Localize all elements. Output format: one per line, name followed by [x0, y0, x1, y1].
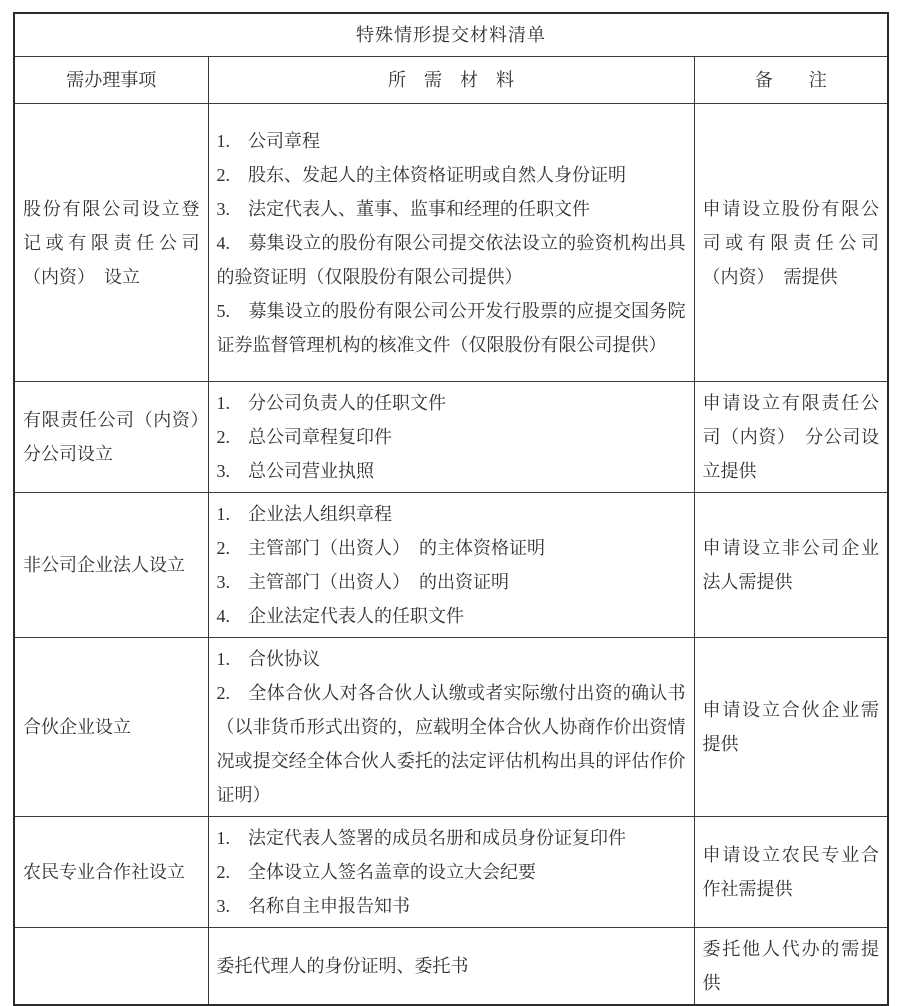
note-cell: 申请设立股份有限公司或有限责任公司（内资） 需提供: [694, 104, 888, 382]
header-materials-column: 所 需 材 料: [208, 57, 694, 104]
material-item: 2. 全体合伙人对各合伙人认缴或者实际缴付出资的确认书（以非货币形式出资的，应载明全体合伙人协商作价出资情况或提交经全体合伙人委托的法定评估机构出具的评估作价证明）: [216, 683, 686, 805]
table-row: [14, 928, 888, 1006]
item-cell: [14, 928, 208, 1006]
material-item: 1. 企业法人组织章程: [216, 504, 392, 524]
material-item: 1. 公司章程: [216, 130, 320, 151]
item-cell: 有限责任公司（内资）分公司设立: [14, 382, 208, 493]
note-cell: 委托他人代办的需提供: [694, 928, 888, 1006]
material-item: 2. 全体设立人签名盖章的设立大会纪要: [216, 862, 536, 882]
material-item: 4. 募集设立的股份有限公司提交依法设立的验资机构出具的验资证明（仅限股份有限公司提供）: [216, 232, 686, 287]
material-item: 3. 总公司营业执照: [216, 461, 374, 481]
table-row: [14, 493, 888, 638]
material-item: 3. 名称自主申报告知书: [216, 896, 410, 916]
table-row: [14, 104, 888, 382]
material-item: 2. 主管部门（出资人） 的主体资格证明: [216, 538, 545, 558]
table-row: [14, 638, 888, 817]
material-item: 1. 合伙协议: [216, 649, 320, 669]
material-item: 5. 募集设立的股份有限公司公开发行股票的应提交国务院证券监督管理机构的核准文件（仅限股份有限公司提供）: [216, 300, 686, 355]
material-item: 3. 主管部门（出资人） 的出资证明: [216, 572, 509, 592]
material-item: 4. 企业法定代表人的任职文件: [216, 606, 464, 626]
materials-cell: [208, 638, 694, 817]
note-cell: 申请设立农民专业合作社需提供: [694, 817, 888, 928]
materials-cell: [208, 493, 694, 638]
table-row: [14, 382, 888, 493]
special-materials-table: [13, 12, 889, 1006]
note-cell: 申请设立非公司企业法人需提供: [694, 493, 888, 638]
item-cell: 合伙企业设立: [14, 638, 208, 817]
item-cell: 股份有限公司设立登记或有限责任公司（内资） 设立: [14, 104, 208, 382]
header-item-column: 需办理事项: [14, 57, 208, 104]
note-cell: 申请设立有限责任公司（内资） 分公司设立提供: [694, 382, 888, 493]
header-row: [14, 57, 888, 104]
note-cell: 申请设立合伙企业需提供: [694, 638, 888, 817]
materials-cell: [208, 928, 694, 1006]
material-item: 1. 分公司负责人的任职文件: [216, 393, 446, 413]
material-item: 3. 法定代表人、董事、监事和经理的任职文件: [216, 198, 590, 219]
item-cell: 非公司企业法人设立: [14, 493, 208, 638]
table-row: [14, 817, 888, 928]
table-title: 特殊情形提交材料清单: [14, 13, 888, 57]
material-item: 2. 总公司章程复印件: [216, 427, 392, 447]
header-notes-column: 备 注: [694, 57, 888, 104]
item-cell: 农民专业合作社设立: [14, 817, 208, 928]
material-item: 委托代理人的身份证明、委托书: [216, 956, 469, 976]
materials-cell: [208, 817, 694, 928]
title-row: [14, 13, 888, 57]
material-item: 2. 股东、发起人的主体资格证明或自然人身份证明: [216, 164, 626, 185]
material-item: 1. 法定代表人签署的成员名册和成员身份证复印件: [216, 828, 626, 848]
materials-cell: [208, 104, 694, 382]
materials-cell: [208, 382, 694, 493]
